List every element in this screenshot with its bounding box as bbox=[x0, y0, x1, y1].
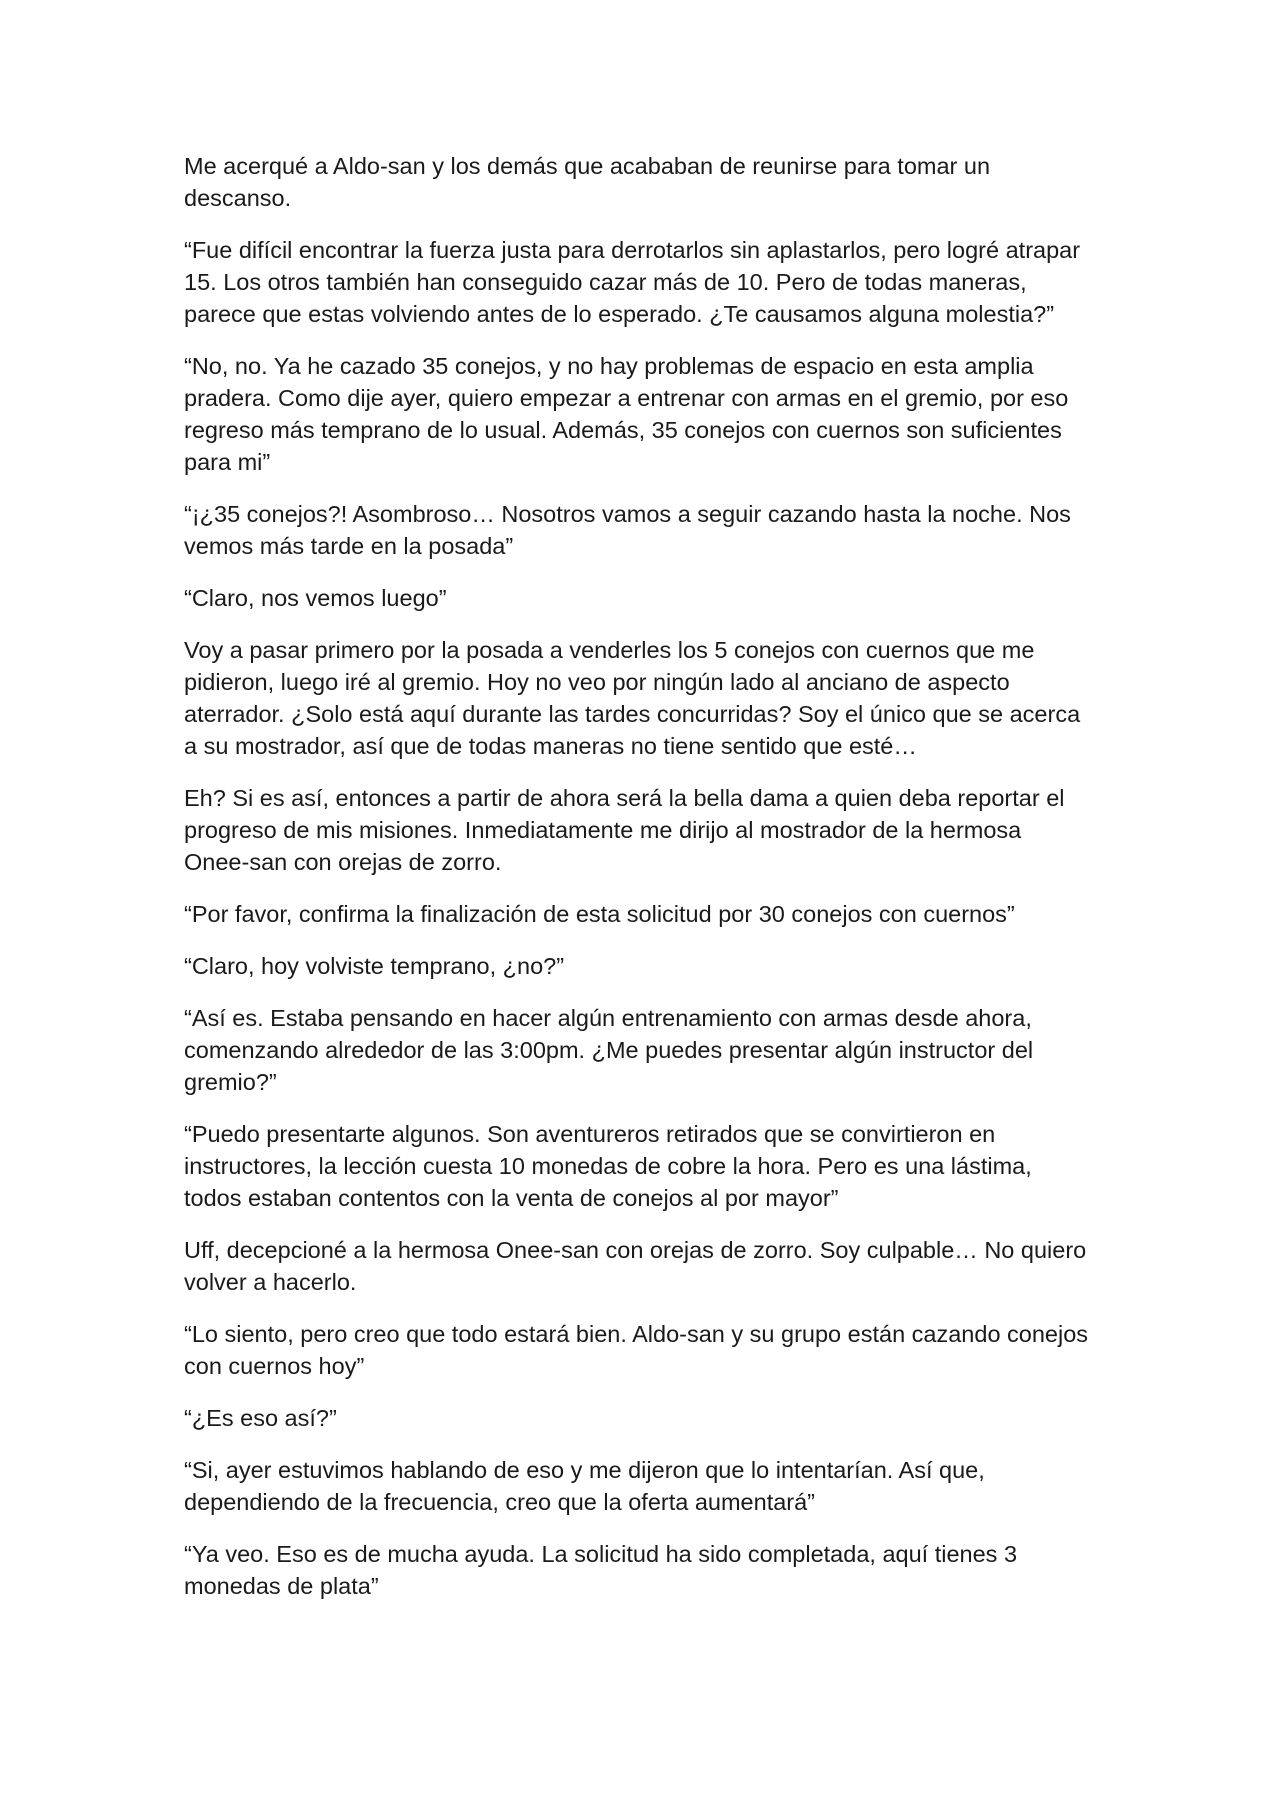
paragraph: Uff, decepcioné a la hermosa Onee-san con orejas de zorro. Soy culpable… No quiero volver a hacerlo. bbox=[184, 1237, 1087, 1295]
paragraph: Me acerqué a Aldo-san y los demás que acababan de reunirse para tomar un descanso. bbox=[184, 153, 991, 211]
paragraph: Voy a pasar primero por la posada a venderles los 5 conejos con cuernos que me pidieron, luego iré al gremio. Hoy no veo por ningún lado al anciano de aspecto aterrador. ¿Solo está aquí durante las tardes concurridas? Soy el único que se acerca a su mostrador, así que de todas maneras no tiene sentido que esté… bbox=[184, 637, 1081, 759]
paragraph: “No, no. Ya he cazado 35 conejos, y no hay problemas de espacio en esta amplia pradera. Como dije ayer, quiero empezar a entrenar con armas en el gremio, por eso regreso más temprano de lo usual. Además, 35 conejos con cuernos son suficientes para mi” bbox=[184, 353, 1069, 475]
paragraph: “Claro, nos vemos luego” bbox=[184, 585, 447, 611]
paragraph: “Fue difícil encontrar la fuerza justa para derrotarlos sin aplastarlos, pero logré atrapar 15. Los otros también han conseguido cazar más de 10. Pero de todas maneras, parece que estas volviendo antes de lo esperado. ¿Te causamos alguna molestia?” bbox=[184, 237, 1081, 327]
paragraph: “Puedo presentarte algunos. Son aventureros retirados que se convirtieron en instructores, la lección cuesta 10 monedas de cobre la hora. Pero es una lástima, todos estaban contentos con la venta de conejos al por mayor” bbox=[184, 1121, 1032, 1211]
paragraph: “Lo siento, pero creo que todo estará bien. Aldo-san y su grupo están cazando conejos con cuernos hoy” bbox=[184, 1321, 1089, 1379]
paragraph: “Por favor, confirma la finalización de esta solicitud por 30 conejos con cuernos” bbox=[184, 901, 1015, 927]
paragraph: “Claro, hoy volviste temprano, ¿no?” bbox=[184, 953, 565, 979]
paragraph: Eh? Si es así, entonces a partir de ahora será la bella dama a quien deba reportar el progreso de mis misiones. Inmediatamente me dirijo al mostrador de la hermosa Onee-san con orejas de zorro. bbox=[184, 785, 1065, 875]
paragraph: “¡¿35 conejos?! Asombroso… Nosotros vamos a seguir cazando hasta la noche. Nos vemos más tarde en la posada” bbox=[184, 501, 1071, 559]
paragraph: “Ya veo. Eso es de mucha ayuda. La solicitud ha sido completada, aquí tienes 3 monedas de plata” bbox=[184, 1541, 1018, 1599]
document-page bbox=[184, 150, 1114, 1622]
paragraph: “Así es. Estaba pensando en hacer algún entrenamiento con armas desde ahora, comenzando alrededor de las 3:00pm. ¿Me puedes presentar algún instructor del gremio?” bbox=[184, 1005, 1034, 1095]
paragraph: “¿Es eso así?” bbox=[184, 1405, 337, 1431]
paragraph: “Si, ayer estuvimos hablando de eso y me dijeron que lo intentarían. Así que, dependiendo de la frecuencia, creo que la oferta aumentará” bbox=[184, 1457, 985, 1515]
